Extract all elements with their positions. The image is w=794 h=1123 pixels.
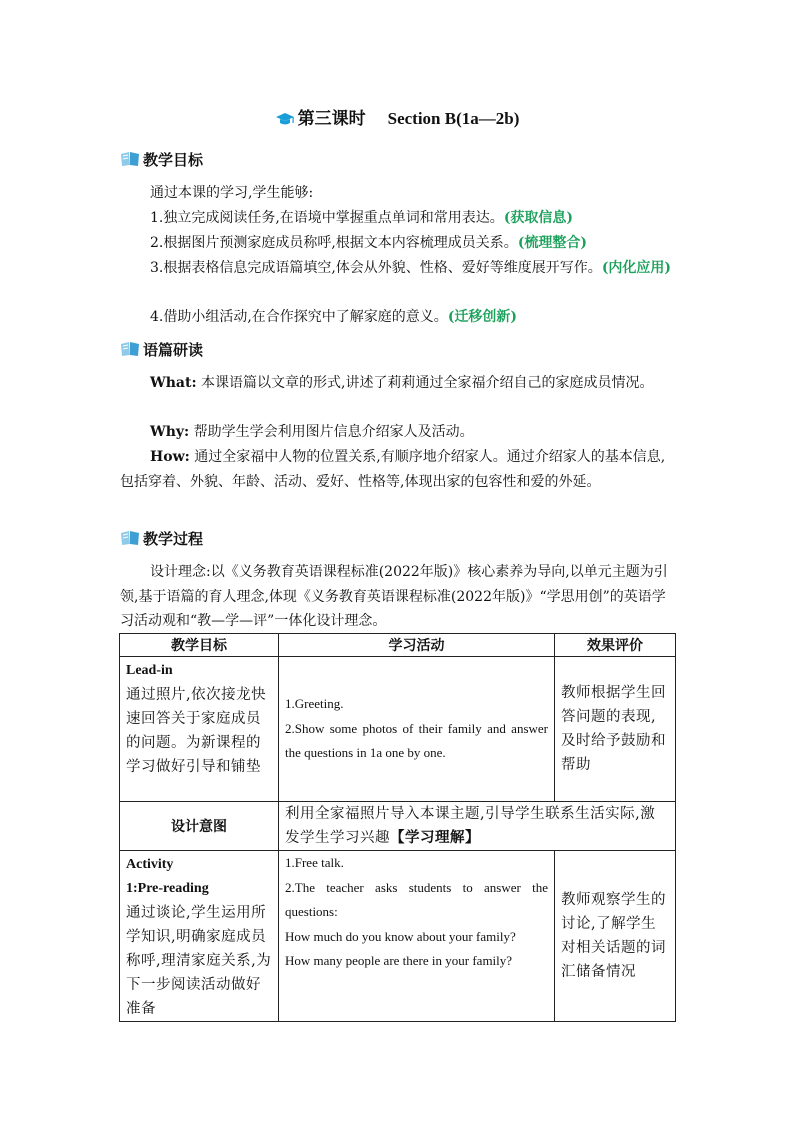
row2-activity-1: 1.Free talk. [285,855,344,870]
row1-eval-cell [555,657,676,802]
graduation-cap-icon [275,112,295,132]
lesson-title [0,104,794,132]
row2-activity-cell [279,851,555,1022]
row1-label: Lead-in [126,663,173,678]
title-en: Section B(1a—2b) [387,109,520,128]
goals-heading: 教学目标 [143,150,204,169]
how-text: 通过全家福中人物的位置关系,有顺序地介绍家人。通过介绍家人的基本信息,包括穿着、外貌、年龄、活动、爱好、性格等,体现出家的包容性和爱的外延。 [120,449,666,490]
goal-3 [120,256,675,281]
analysis-heading: 语篇研读 [143,340,204,359]
intent-tag: 【学习理解】 [390,829,480,846]
goal-1 [120,206,675,231]
section-heading-goals [120,148,203,170]
goal-4-tag: (迁移创新) [447,309,518,325]
section-heading-analysis [120,338,203,360]
intent-cell [279,802,676,851]
why-text: 帮助学生学会利用图片信息介绍家人及活动。 [189,424,474,440]
row1-activity-cell [279,657,555,802]
goal-2 [120,231,675,256]
table-row [120,802,676,851]
goals-intro: 通过本课的学习,学生能够: [150,185,314,201]
what-label: What: [150,375,197,391]
row1-activity-2: 2.Show some photos of their family and answer the questions in 1a one by one. [285,720,548,761]
book-icon [120,151,140,167]
row2-label-2: 1:Pre-reading [126,881,209,896]
why-paragraph [120,420,675,445]
goal-2-tag: (梳理整合) [517,235,588,251]
row2-goal-cell [120,851,279,1022]
goal-4 [120,305,675,330]
row2-label-1: Activity [126,857,174,872]
goal-3-tag: (内化应用) [601,260,672,276]
row2-eval: 教师观察学生的讨论,了解学生对相关话题的词汇储备情况 [561,892,666,980]
table-header-row [120,634,676,657]
goal-3-text: 3.根据表格信息完成语篇填空,体会从外貌、性格、爱好等维度展开写作。 [150,260,602,276]
goal-4-text: 4.借助小组活动,在合作探究中了解家庭的意义。 [150,309,448,325]
row2-activity-4: How many people are there in your family? [285,953,513,968]
goal-1-text: 1.独立完成阅读任务,在语境中掌握重点单词和常用表达。 [150,210,504,226]
intent-text [285,802,669,850]
what-paragraph [120,371,675,396]
book-icon [120,530,140,546]
row2-activity-2: 2.The teacher asks students to answer the questions: [285,879,548,919]
intent-label: 设计意图 [120,802,279,851]
process-heading: 教学过程 [143,529,204,548]
table-row [120,657,676,802]
row2-activity-3: How much do you know about your family? [285,928,516,944]
row2-eval-cell [555,851,676,1022]
title-cn: 第三课时 [297,109,366,129]
header-activity: 学习活动 [279,634,555,657]
goal-2-text: 2.根据图片预测家庭成员称呼,根据文本内容梳理成员关系。 [150,235,518,251]
table-row [120,851,676,1022]
row1-eval: 教师根据学生回答问题的表现,及时给予鼓励和帮助 [561,685,666,773]
design-concept: 设计理念:以《义务教育英语课程标准(2022年版)》核心素养为导向,以单元主题为引领,基于语篇的育人理念,体现《义务教育英语课程标准(2022年版)》“学思用创”的英语学习活动观和“教—学—评”一体化设计理念。 [120,564,668,629]
row2-goal: 通过谈论,学生运用所学知识,明确家庭成员称呼,理清家庭关系,为下一步阅读活动做好准备 [126,905,272,1017]
how-paragraph [120,445,675,494]
lesson-table [119,633,676,1022]
row1-goal-cell [120,657,279,802]
book-icon [120,341,140,357]
why-label: Why: [150,424,190,440]
intent-body: 利用全家福照片导入本课主题,引导学生联系生活实际,激发学生学习兴趣 [285,806,656,846]
what-text: 本课语篇以文章的形式,讲述了莉莉通过全家福介绍自己的家庭成员情况。 [196,375,654,391]
row1-activity-1: 1.Greeting. [285,696,344,712]
header-goal: 教学目标 [120,634,279,657]
row1-goal: 通过照片,依次接龙快速回答关于家庭成员的问题。为新课程的学习做好引导和铺垫 [126,687,267,775]
goal-1-tag: (获取信息) [503,210,574,226]
section-heading-process [120,527,203,549]
header-eval: 效果评价 [555,634,676,657]
how-label: How: [150,449,190,465]
